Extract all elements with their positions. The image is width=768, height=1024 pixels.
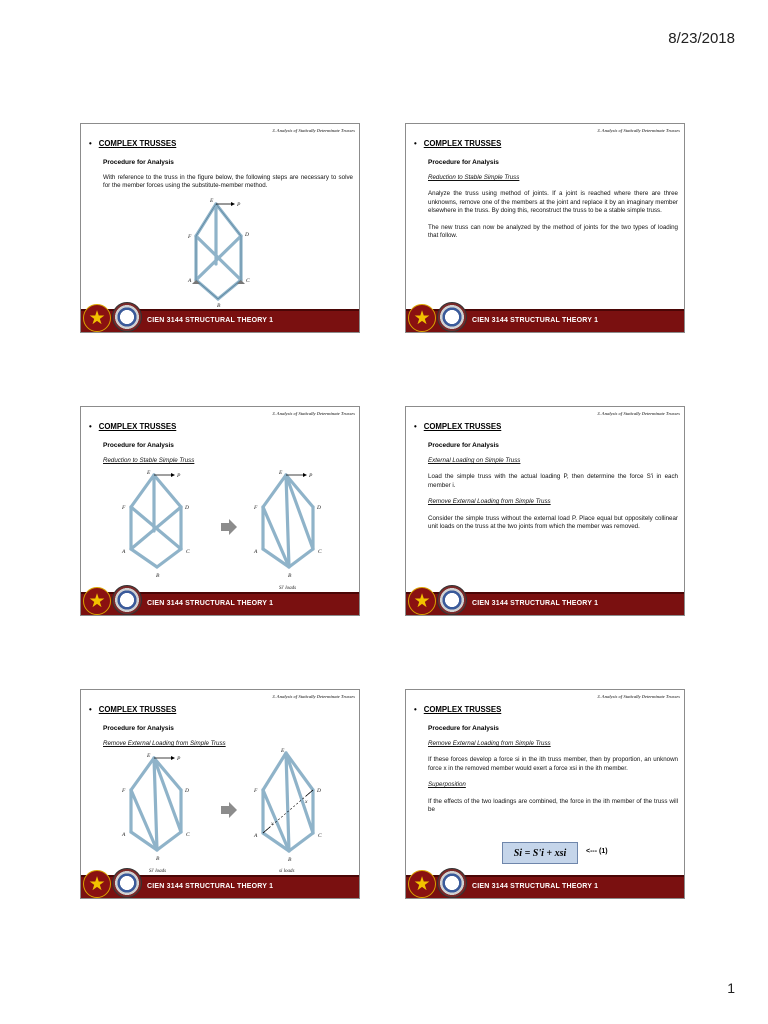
- engineering-seal-logo: [112, 302, 142, 332]
- university-star-logo: ★: [408, 587, 436, 615]
- right-arrow-icon: [221, 802, 237, 823]
- slide-3: [80, 406, 360, 616]
- truss-figure-left: [119, 750, 209, 875]
- slide-1: [80, 123, 360, 333]
- equation-number: <--- (1): [586, 848, 608, 855]
- label-c: C: [186, 549, 190, 555]
- university-star-logo: ★: [408, 304, 436, 332]
- label-p: P: [237, 202, 241, 208]
- figure-caption: si loads: [279, 869, 295, 874]
- label-a: A: [254, 549, 258, 555]
- slide-title: • COMPLEX TRUSSES: [89, 139, 176, 148]
- slide-subtitle: Procedure for Analysis: [428, 442, 499, 449]
- engineering-seal-logo: [112, 585, 142, 615]
- engineering-seal-logo: [437, 868, 467, 898]
- running-head: 3. Analysis of Statically Determinate Trusses: [597, 128, 680, 133]
- label-e: E: [210, 198, 214, 204]
- body-paragraph: Analyze the truss using method of joints. If a joint is reached where there are three unknowns, remove one of the members at the joint and replace it by an imaginary member elsewhere in the truss. By doing this, reconstruct the truss to be a stable simple truss.: [428, 190, 678, 215]
- slide-footer: [406, 592, 684, 615]
- slide-subtitle: Procedure for Analysis: [428, 159, 499, 166]
- slide-body: [428, 457, 678, 539]
- section-heading: Reduction to Stable Simple Truss: [428, 174, 520, 181]
- slide-footer: [406, 309, 684, 332]
- slide-6: [405, 689, 685, 899]
- label-f: F: [254, 505, 258, 511]
- slide-title: • COMPLEX TRUSSES: [414, 422, 501, 431]
- label-f: F: [122, 788, 126, 794]
- figure-caption: Si' loads: [279, 586, 297, 591]
- slide-body: [428, 740, 678, 822]
- label-x: x: [305, 799, 308, 805]
- slide-title: • COMPLEX TRUSSES: [414, 705, 501, 714]
- section-heading: Remove External Loading from Simple Truss: [428, 740, 551, 747]
- label-c: C: [318, 549, 322, 555]
- course-title: CIEN 3144 STRUCTURAL THEORY 1: [147, 883, 274, 890]
- university-star-logo: ★: [408, 870, 436, 898]
- label-a: A: [254, 833, 258, 839]
- truss-figure-right: [251, 745, 341, 875]
- label-c: C: [186, 832, 190, 838]
- truss-figure-right: [251, 467, 341, 592]
- label-b: B: [217, 303, 221, 309]
- engineering-seal-logo: [437, 302, 467, 332]
- course-title: CIEN 3144 STRUCTURAL THEORY 1: [472, 317, 599, 324]
- running-head: 3. Analysis of Statically Determinate Trusses: [272, 411, 355, 416]
- running-head: 3. Analysis of Statically Determinate Trusses: [597, 694, 680, 699]
- slide-title: • COMPLEX TRUSSES: [414, 139, 501, 148]
- body-paragraph: If the effects of the two loadings are combined, the force in the ith member of the truss will be: [428, 797, 678, 814]
- label-b: B: [156, 856, 160, 862]
- label-x: x: [271, 821, 274, 827]
- university-star-logo: ★: [83, 587, 111, 615]
- running-head: 3. Analysis of Statically Determinate Trusses: [597, 411, 680, 416]
- label-b: B: [288, 573, 292, 579]
- label-d: D: [185, 505, 189, 511]
- page-number: 1: [727, 980, 735, 996]
- course-title: CIEN 3144 STRUCTURAL THEORY 1: [472, 883, 599, 890]
- engineering-seal-logo: [112, 868, 142, 898]
- running-head: 3. Analysis of Statically Determinate Trusses: [272, 694, 355, 699]
- label-f: F: [254, 788, 258, 794]
- slide-2: [405, 123, 685, 333]
- slide-footer: [81, 309, 359, 332]
- slide-subtitle: Procedure for Analysis: [103, 442, 174, 449]
- label-f: F: [122, 505, 126, 511]
- section-heading: Reduction to Stable Simple Truss: [103, 457, 195, 464]
- body-paragraph: Load the simple truss with the actual loading P, then determine the force S'i in each member i.: [428, 473, 678, 489]
- label-e: E: [279, 470, 283, 476]
- label-b: B: [156, 573, 160, 579]
- label-e: E: [147, 470, 151, 476]
- section-heading: Superposition: [428, 781, 466, 789]
- slide-title: • COMPLEX TRUSSES: [89, 705, 176, 714]
- slide-body: [428, 174, 678, 248]
- truss-figure-left: [119, 467, 209, 582]
- label-p: P: [177, 473, 181, 479]
- university-star-logo: ★: [83, 304, 111, 332]
- course-title: CIEN 3144 STRUCTURAL THEORY 1: [472, 600, 599, 607]
- truss-figure: [186, 194, 266, 309]
- label-b: B: [288, 857, 292, 863]
- label-a: A: [122, 549, 126, 555]
- slide-subtitle: Procedure for Analysis: [428, 725, 499, 732]
- label-p: P: [309, 473, 313, 479]
- body-paragraph: If these forces develop a force si in the ith truss member, then by proportion, an unknown force x in the removed member would exert a force xsi in the ith member.: [428, 756, 678, 772]
- label-d: D: [245, 232, 249, 238]
- slide-footer: [406, 875, 684, 898]
- label-c: C: [246, 278, 250, 284]
- section-heading: External Loading on Simple Truss: [428, 457, 521, 464]
- slide-subtitle: Procedure for Analysis: [103, 159, 174, 166]
- label-e: E: [281, 748, 285, 754]
- running-head: 3. Analysis of Statically Determinate Trusses: [272, 128, 355, 133]
- label-p: P: [177, 756, 181, 762]
- slide-5: [80, 689, 360, 899]
- label-f: F: [188, 234, 192, 240]
- label-e: E: [147, 753, 151, 759]
- course-title: CIEN 3144 STRUCTURAL THEORY 1: [147, 600, 274, 607]
- slide-title: • COMPLEX TRUSSES: [89, 422, 176, 431]
- page-date: 8/23/2018: [668, 30, 735, 47]
- section-heading: Remove External Loading from Simple Truss: [428, 498, 551, 506]
- label-a: A: [122, 832, 126, 838]
- label-a: A: [188, 278, 192, 284]
- slide-subtitle: Procedure for Analysis: [103, 725, 174, 732]
- course-title: CIEN 3144 STRUCTURAL THEORY 1: [147, 317, 274, 324]
- body-paragraph: The new truss can now be analyzed by the method of joints for the two types of loading that follow.: [428, 223, 678, 240]
- label-c: C: [318, 833, 322, 839]
- body-paragraph: Consider the simple truss without the external load P. Place equal but oppositely collinear unit loads on the truss at the two joints from which the member was removed.: [428, 514, 678, 531]
- label-d: D: [185, 788, 189, 794]
- label-d: D: [317, 505, 321, 511]
- label-d: D: [317, 788, 321, 794]
- slide-4: [405, 406, 685, 616]
- section-heading: Remove External Loading from Simple Truss: [103, 740, 226, 747]
- formula-box: Si = S'i + xsi: [502, 842, 578, 864]
- slide-footer: [81, 875, 359, 898]
- slide-footer: [81, 592, 359, 615]
- university-star-logo: ★: [83, 870, 111, 898]
- body-paragraph: With reference to the truss in the figure below, the following steps are necessary to solve for the member forces using the substitute-member method.: [103, 174, 353, 190]
- figure-caption: Si' loads: [149, 869, 167, 874]
- engineering-seal-logo: [437, 585, 467, 615]
